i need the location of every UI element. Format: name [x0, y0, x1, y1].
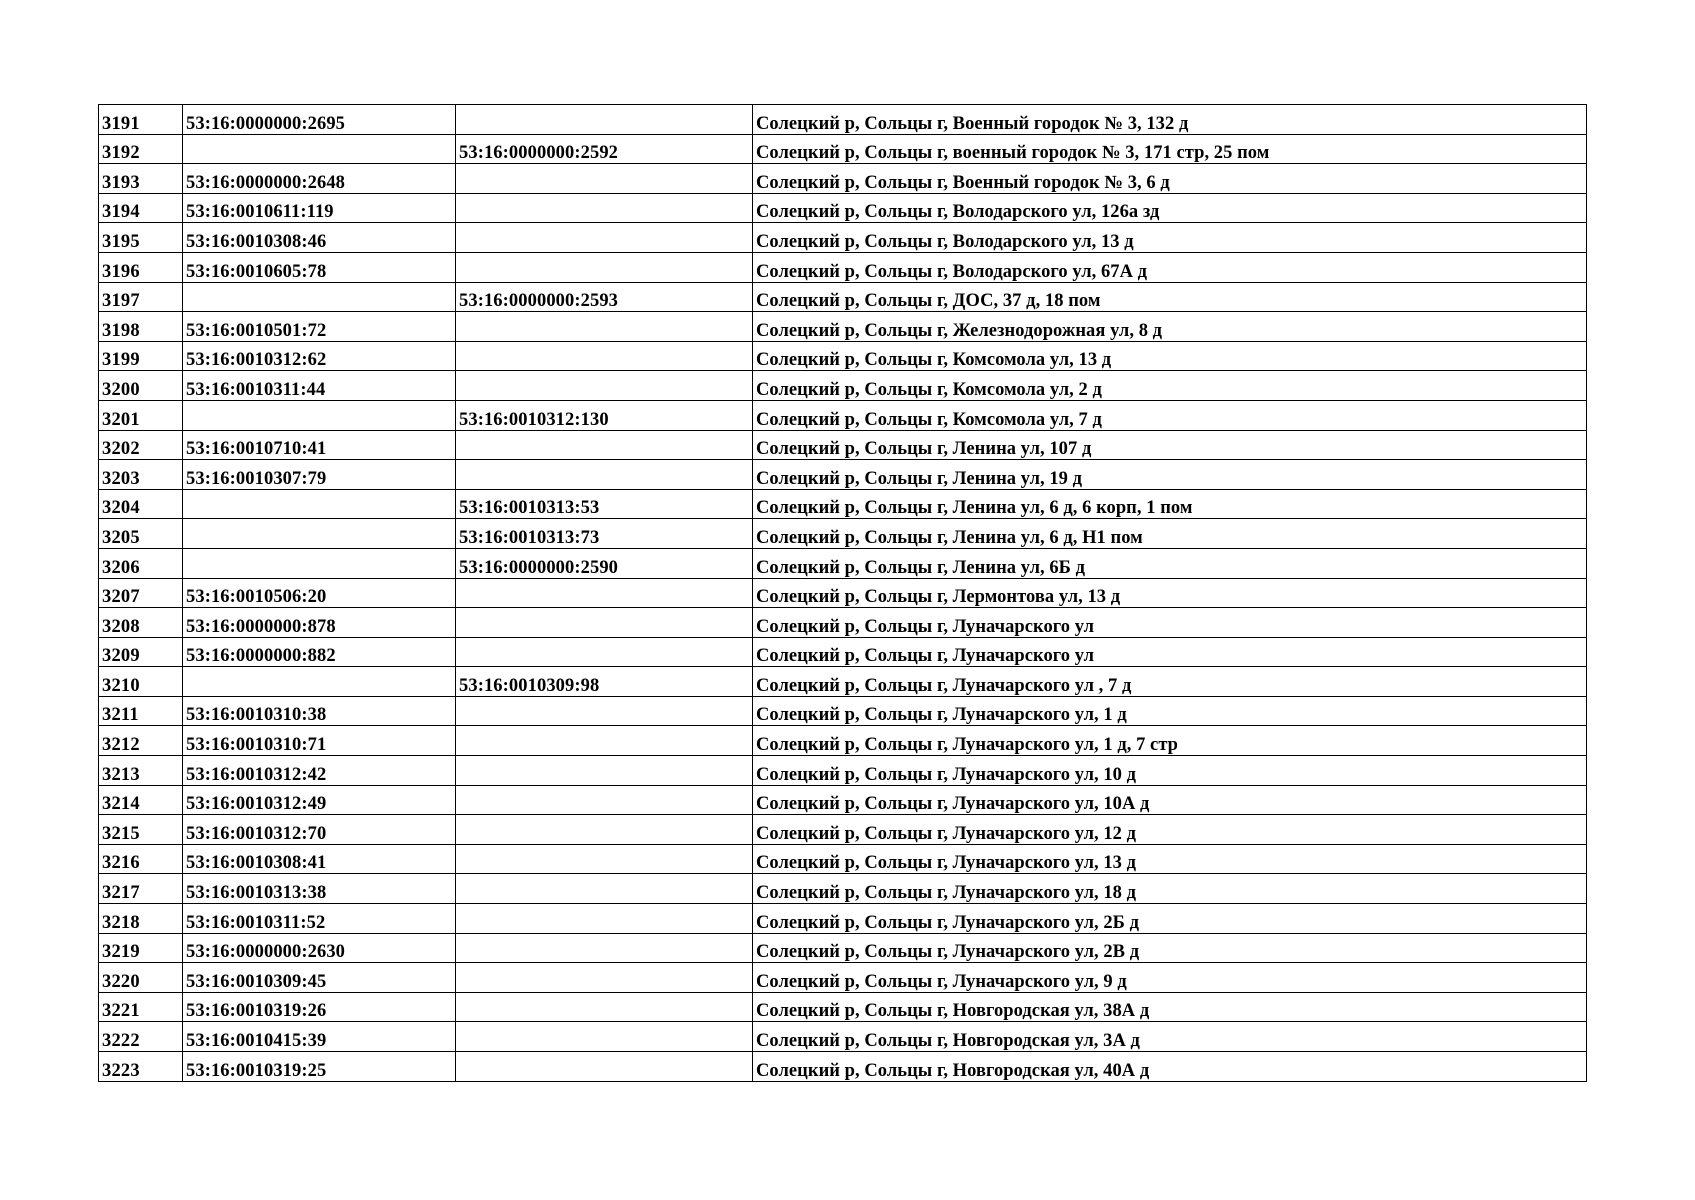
address-cell: Солецкий р, Сольцы г, Луначарского ул, 10 д	[753, 756, 1587, 786]
table-row	[99, 164, 1587, 194]
row-number-cell: 3198	[99, 312, 183, 342]
land-cadastral-number-cell	[183, 519, 456, 549]
table-row	[99, 667, 1587, 697]
building-cadastral-number-cell: 53:16:0000000:2592	[456, 134, 753, 164]
address-cell: Солецкий р, Сольцы г, ДОС, 37 д, 18 пом	[753, 282, 1587, 312]
building-cadastral-number-cell	[456, 874, 753, 904]
building-cadastral-number-cell	[456, 608, 753, 638]
row-number-cell: 3207	[99, 578, 183, 608]
row-number-cell: 3223	[99, 1052, 183, 1082]
building-cadastral-number-cell	[456, 341, 753, 371]
address-cell: Солецкий р, Сольцы г, Ленина ул, 6 д, 6 корп, 1 пом	[753, 489, 1587, 519]
row-number-cell: 3197	[99, 282, 183, 312]
table-row	[99, 963, 1587, 993]
land-cadastral-number-cell: 53:16:0010312:70	[183, 815, 456, 845]
table-row	[99, 608, 1587, 638]
building-cadastral-number-cell	[456, 252, 753, 282]
address-cell: Солецкий р, Сольцы г, Ленина ул, 19 д	[753, 460, 1587, 490]
land-cadastral-number-cell: 53:16:0010415:39	[183, 1022, 456, 1052]
address-cell: Солецкий р, Сольцы г, Ленина ул, 6 д, Н1 пом	[753, 519, 1587, 549]
row-number-cell: 3218	[99, 904, 183, 934]
land-cadastral-number-cell: 53:16:0010506:20	[183, 578, 456, 608]
address-cell: Солецкий р, Сольцы г, Володарского ул, 13 д	[753, 223, 1587, 253]
address-cell: Солецкий р, Сольцы г, Новгородская ул, 38А д	[753, 992, 1587, 1022]
row-number-cell: 3205	[99, 519, 183, 549]
building-cadastral-number-cell	[456, 844, 753, 874]
address-cell: Солецкий р, Сольцы г, Луначарского ул	[753, 608, 1587, 638]
land-cadastral-number-cell	[183, 489, 456, 519]
row-number-cell: 3220	[99, 963, 183, 993]
building-cadastral-number-cell	[456, 312, 753, 342]
building-cadastral-number-cell	[456, 578, 753, 608]
address-cell: Солецкий р, Сольцы г, Луначарского ул	[753, 637, 1587, 667]
row-number-cell: 3211	[99, 696, 183, 726]
table-row	[99, 874, 1587, 904]
table-row	[99, 992, 1587, 1022]
table-row	[99, 105, 1587, 135]
address-cell: Солецкий р, Сольцы г, Комсомола ул, 2 д	[753, 371, 1587, 401]
row-number-cell: 3210	[99, 667, 183, 697]
table-row	[99, 548, 1587, 578]
building-cadastral-number-cell	[456, 696, 753, 726]
table-row	[99, 1022, 1587, 1052]
land-cadastral-number-cell: 53:16:0000000:882	[183, 637, 456, 667]
table-row	[99, 460, 1587, 490]
building-cadastral-number-cell	[456, 815, 753, 845]
building-cadastral-number-cell: 53:16:0010312:130	[456, 400, 753, 430]
land-cadastral-number-cell: 53:16:0000000:2630	[183, 933, 456, 963]
address-cell: Солецкий р, Сольцы г, военный городок № 3, 171 стр, 25 пом	[753, 134, 1587, 164]
building-cadastral-number-cell: 53:16:0010309:98	[456, 667, 753, 697]
row-number-cell: 3196	[99, 252, 183, 282]
land-cadastral-number-cell	[183, 282, 456, 312]
building-cadastral-number-cell	[456, 1052, 753, 1082]
row-number-cell: 3219	[99, 933, 183, 963]
address-cell: Солецкий р, Сольцы г, Новгородская ул, 40А д	[753, 1052, 1587, 1082]
address-cell: Солецкий р, Сольцы г, Луначарского ул, 1 д	[753, 696, 1587, 726]
building-cadastral-number-cell: 53:16:0000000:2590	[456, 548, 753, 578]
address-cell: Солецкий р, Сольцы г, Луначарского ул, 10А д	[753, 785, 1587, 815]
row-number-cell: 3209	[99, 637, 183, 667]
row-number-cell: 3215	[99, 815, 183, 845]
address-cell: Солецкий р, Сольцы г, Комсомола ул, 7 д	[753, 400, 1587, 430]
land-cadastral-number-cell: 53:16:0010308:46	[183, 223, 456, 253]
building-cadastral-number-cell	[456, 430, 753, 460]
row-number-cell: 3201	[99, 400, 183, 430]
building-cadastral-number-cell	[456, 460, 753, 490]
address-cell: Солецкий р, Сольцы г, Ленина ул, 6Б д	[753, 548, 1587, 578]
row-number-cell: 3213	[99, 756, 183, 786]
land-cadastral-number-cell: 53:16:0010309:45	[183, 963, 456, 993]
address-cell: Солецкий р, Сольцы г, Военный городок № 3, 132 д	[753, 105, 1587, 135]
building-cadastral-number-cell	[456, 726, 753, 756]
land-cadastral-number-cell: 53:16:0000000:2695	[183, 105, 456, 135]
land-cadastral-number-cell: 53:16:0010311:52	[183, 904, 456, 934]
land-cadastral-number-cell: 53:16:0010307:79	[183, 460, 456, 490]
building-cadastral-number-cell	[456, 371, 753, 401]
row-number-cell: 3195	[99, 223, 183, 253]
table-row	[99, 400, 1587, 430]
building-cadastral-number-cell	[456, 992, 753, 1022]
table-row	[99, 282, 1587, 312]
table-row	[99, 341, 1587, 371]
table-row	[99, 785, 1587, 815]
address-cell: Солецкий р, Сольцы г, Володарского ул, 126а зд	[753, 193, 1587, 223]
table-row	[99, 134, 1587, 164]
address-cell: Солецкий р, Сольцы г, Луначарского ул, 13 д	[753, 844, 1587, 874]
land-cadastral-number-cell: 53:16:0010605:78	[183, 252, 456, 282]
address-cell: Солецкий р, Сольцы г, Луначарского ул, 12 д	[753, 815, 1587, 845]
address-cell: Солецкий р, Сольцы г, Луначарского ул, 2В д	[753, 933, 1587, 963]
building-cadastral-number-cell	[456, 193, 753, 223]
building-cadastral-number-cell	[456, 164, 753, 194]
row-number-cell: 3208	[99, 608, 183, 638]
table-row	[99, 756, 1587, 786]
address-cell: Солецкий р, Сольцы г, Луначарского ул, 1 д, 7 стр	[753, 726, 1587, 756]
building-cadastral-number-cell	[456, 904, 753, 934]
table-row	[99, 371, 1587, 401]
table-row	[99, 312, 1587, 342]
row-number-cell: 3206	[99, 548, 183, 578]
land-cadastral-number-cell: 53:16:0010319:26	[183, 992, 456, 1022]
building-cadastral-number-cell	[456, 1022, 753, 1052]
table-row	[99, 1052, 1587, 1082]
land-cadastral-number-cell	[183, 667, 456, 697]
land-cadastral-number-cell: 53:16:0010611:119	[183, 193, 456, 223]
building-cadastral-number-cell	[456, 105, 753, 135]
address-cell: Солецкий р, Сольцы г, Железнодорожная ул, 8 д	[753, 312, 1587, 342]
row-number-cell: 3193	[99, 164, 183, 194]
land-cadastral-number-cell: 53:16:0010310:71	[183, 726, 456, 756]
table-row	[99, 519, 1587, 549]
address-cell: Солецкий р, Сольцы г, Комсомола ул, 13 д	[753, 341, 1587, 371]
row-number-cell: 3194	[99, 193, 183, 223]
land-cadastral-number-cell: 53:16:0010501:72	[183, 312, 456, 342]
table-row	[99, 578, 1587, 608]
land-cadastral-number-cell	[183, 134, 456, 164]
row-number-cell: 3202	[99, 430, 183, 460]
address-cell: Солецкий р, Сольцы г, Луначарского ул , 7 д	[753, 667, 1587, 697]
row-number-cell: 3192	[99, 134, 183, 164]
row-number-cell: 3222	[99, 1022, 183, 1052]
registry-table-body	[99, 105, 1587, 1082]
row-number-cell: 3212	[99, 726, 183, 756]
table-row	[99, 223, 1587, 253]
building-cadastral-number-cell	[456, 785, 753, 815]
building-cadastral-number-cell: 53:16:0010313:73	[456, 519, 753, 549]
building-cadastral-number-cell: 53:16:0000000:2593	[456, 282, 753, 312]
row-number-cell: 3200	[99, 371, 183, 401]
table-row	[99, 252, 1587, 282]
address-cell: Солецкий р, Сольцы г, Военный городок № 3, 6 д	[753, 164, 1587, 194]
building-cadastral-number-cell	[456, 963, 753, 993]
row-number-cell: 3204	[99, 489, 183, 519]
building-cadastral-number-cell: 53:16:0010313:53	[456, 489, 753, 519]
land-cadastral-number-cell: 53:16:0010310:38	[183, 696, 456, 726]
row-number-cell: 3191	[99, 105, 183, 135]
address-registry-table	[98, 104, 1587, 1082]
land-cadastral-number-cell: 53:16:0000000:878	[183, 608, 456, 638]
address-cell: Солецкий р, Сольцы г, Ленина ул, 107 д	[753, 430, 1587, 460]
address-cell: Солецкий р, Сольцы г, Луначарского ул, 18 д	[753, 874, 1587, 904]
building-cadastral-number-cell	[456, 637, 753, 667]
row-number-cell: 3214	[99, 785, 183, 815]
document-page	[98, 104, 1586, 1082]
table-row	[99, 489, 1587, 519]
land-cadastral-number-cell	[183, 548, 456, 578]
table-row	[99, 430, 1587, 460]
land-cadastral-number-cell: 53:16:0010312:42	[183, 756, 456, 786]
land-cadastral-number-cell: 53:16:0010312:62	[183, 341, 456, 371]
land-cadastral-number-cell: 53:16:0010319:25	[183, 1052, 456, 1082]
address-cell: Солецкий р, Сольцы г, Новгородская ул, 3А д	[753, 1022, 1587, 1052]
row-number-cell: 3199	[99, 341, 183, 371]
building-cadastral-number-cell	[456, 223, 753, 253]
table-row	[99, 637, 1587, 667]
table-row	[99, 904, 1587, 934]
land-cadastral-number-cell: 53:16:0010313:38	[183, 874, 456, 904]
land-cadastral-number-cell: 53:16:0000000:2648	[183, 164, 456, 194]
land-cadastral-number-cell	[183, 400, 456, 430]
table-row	[99, 815, 1587, 845]
land-cadastral-number-cell: 53:16:0010308:41	[183, 844, 456, 874]
land-cadastral-number-cell: 53:16:0010312:49	[183, 785, 456, 815]
address-cell: Солецкий р, Сольцы г, Луначарского ул, 9 д	[753, 963, 1587, 993]
table-row	[99, 726, 1587, 756]
row-number-cell: 3217	[99, 874, 183, 904]
building-cadastral-number-cell	[456, 933, 753, 963]
table-row	[99, 844, 1587, 874]
table-row	[99, 696, 1587, 726]
land-cadastral-number-cell: 53:16:0010710:41	[183, 430, 456, 460]
row-number-cell: 3203	[99, 460, 183, 490]
building-cadastral-number-cell	[456, 756, 753, 786]
table-row	[99, 933, 1587, 963]
row-number-cell: 3216	[99, 844, 183, 874]
address-cell: Солецкий р, Сольцы г, Луначарского ул, 2Б д	[753, 904, 1587, 934]
table-row	[99, 193, 1587, 223]
land-cadastral-number-cell: 53:16:0010311:44	[183, 371, 456, 401]
row-number-cell: 3221	[99, 992, 183, 1022]
address-cell: Солецкий р, Сольцы г, Лермонтова ул, 13 д	[753, 578, 1587, 608]
address-cell: Солецкий р, Сольцы г, Володарского ул, 67А д	[753, 252, 1587, 282]
